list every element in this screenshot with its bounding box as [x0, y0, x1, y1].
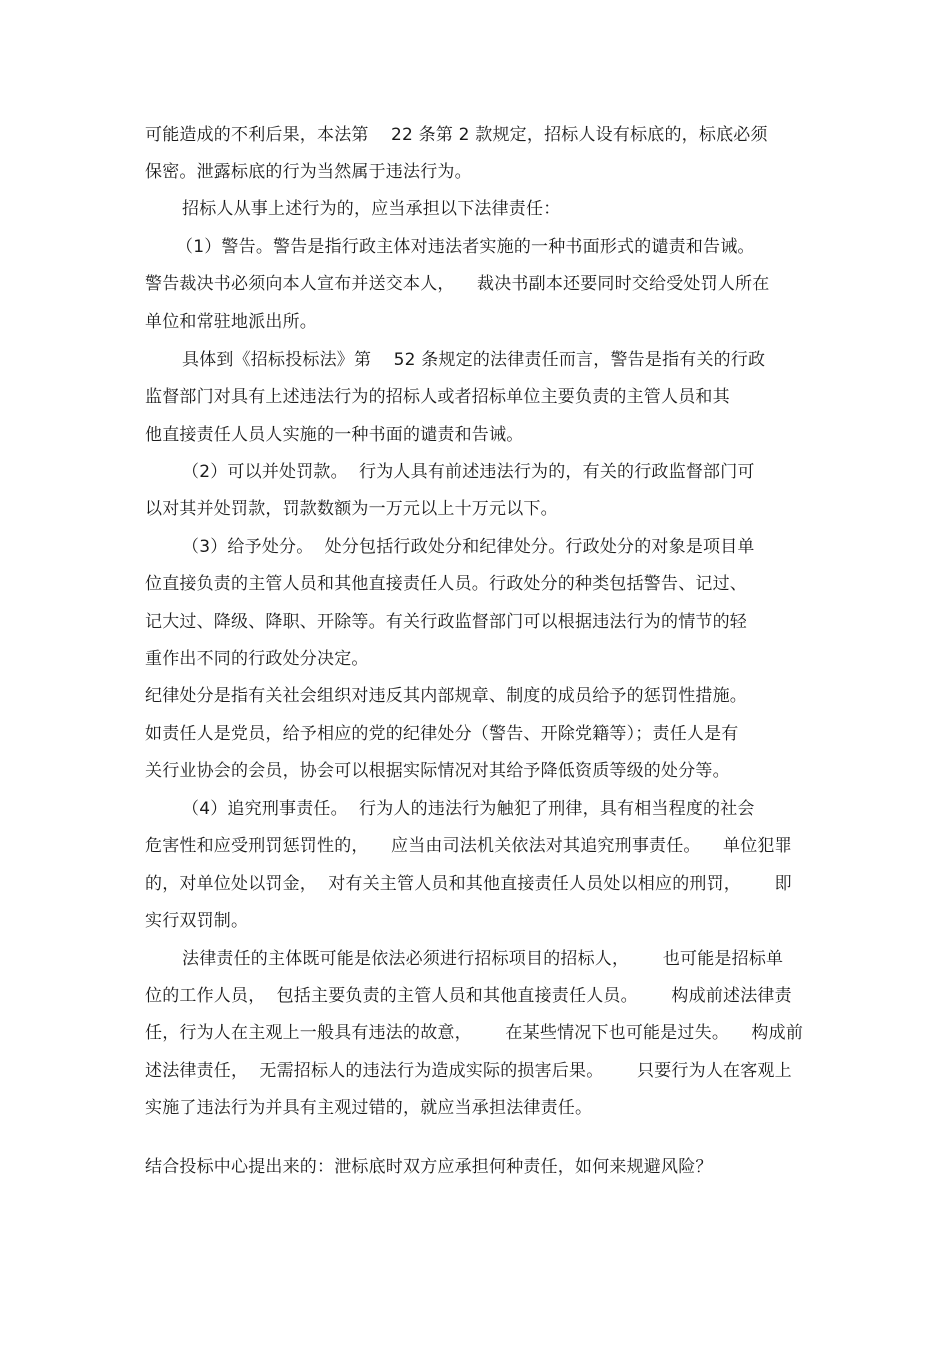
text-line: 具体到《招标投标法》第 52 条规定的法律责任而言，警告是指有关的行政: [182, 350, 766, 370]
text-line: 关行业协会的会员，协会可以根据实际情况对其给予降低资质等级的处分等。: [145, 761, 730, 781]
text-line: 述法律责任， 无需招标人的违法行为造成实际的损害后果。 只要行为人在客观上: [145, 1061, 792, 1081]
text-line: 任，行为人在主观上一般具有违法的故意， 在某些情况下也可能是过失。 构成前: [145, 1023, 804, 1043]
text-line: 警告裁决书必须向本人宣布并送交本人， 裁决书副本还要同时交给受处罚人所在: [145, 274, 770, 294]
text-line: 位的工作人员， 包括主要负责的主管人员和其他直接责任人员。 构成前述法律责: [145, 986, 792, 1006]
text-line: 保密。泄露标底的行为当然属于违法行为。: [145, 162, 472, 182]
text-line: 单位和常驻地派出所。: [145, 312, 317, 332]
question-line: 结合投标中心提出来的：泄标底时双方应承担何种责任，如何来规避风险？: [145, 1157, 713, 1177]
text-line: 纪律处分是指有关社会组织对违反其内部规章、制度的成员给予的惩罚性措施。: [145, 686, 747, 706]
text-line: 记大过、降级、降职、开除等。有关行政监督部门可以根据违法行为的情节的轻: [145, 612, 747, 632]
text-line: 重作出不同的行政处分决定。: [145, 649, 369, 669]
text-line: 招标人从事上述行为的，应当承担以下法律责任：: [182, 199, 561, 219]
text-line: 以对其并处罚款，罚款数额为一万元以上十万元以下。: [145, 499, 558, 519]
text-line: （3）给予处分。 处分包括行政处分和纪律处分。行政处分的对象是项目单: [182, 537, 755, 557]
text-line: 实行双罚制。: [145, 911, 249, 931]
text-line: 他直接责任人员人实施的一种书面的谴责和告诫。: [145, 425, 524, 445]
text-line: 监督部门对具有上述违法行为的招标人或者招标单位主要负责的主管人员和其: [145, 387, 730, 407]
text-line: （2）可以并处罚款。 行为人具有前述违法行为的，有关的行政监督部门可: [182, 462, 755, 482]
text-line: 可能造成的不利后果，本法第 22 条第 2 款规定，招标人设有标底的，标底必须: [145, 125, 768, 145]
text-line: 实施了违法行为并具有主观过错的，就应当承担法律责任。: [145, 1098, 593, 1118]
text-line: 危害性和应受刑罚惩罚性的， 应当由司法机关依法对其追究刑事责任。 单位犯罪: [145, 836, 792, 856]
text-line: 法律责任的主体既可能是依法必须进行招标项目的招标人， 也可能是招标单: [182, 949, 784, 969]
text-line: （1）警告。警告是指行政主体对违法者实施的一种书面形式的谴责和告诫。: [176, 237, 755, 257]
text-line: 如责任人是党员，给予相应的党的纪律处分（警告、开除党籍等）；责任人是有: [145, 724, 739, 744]
text-line: （4）追究刑事责任。 行为人的违法行为触犯了刑律，具有相当程度的社会: [182, 799, 755, 819]
text-line: 位直接负责的主管人员和其他直接责任人员。行政处分的种类包括警告、记过、: [145, 574, 747, 594]
text-line: 的，对单位处以罚金， 对有关主管人员和其他直接责任人员处以相应的刑罚， 即: [145, 874, 792, 894]
